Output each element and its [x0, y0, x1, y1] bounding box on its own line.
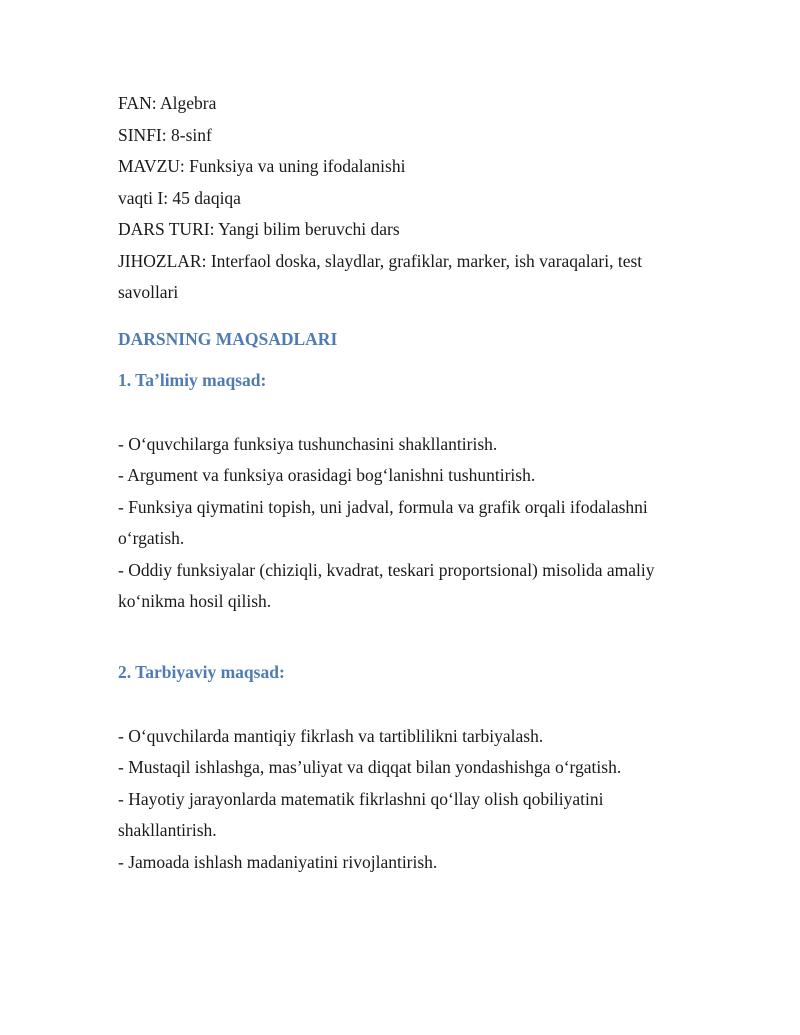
list-item: - Mustaqil ishlashga, mas’uliyat va diqqat bilan yondashishga o‘rgatish.	[118, 757, 622, 777]
upbringing-goal-list	[118, 721, 698, 879]
duration-line: vaqti I: 45 daqiqa	[118, 187, 241, 208]
equipment-line: JIHOZLAR: Interfaol doska, slaydlar, grafiklar, marker, ish varaqalari, test	[118, 250, 643, 271]
educational-goal-list	[118, 429, 698, 618]
list-item: - O‘quvchilarga funksiya tushunchasini shakllantirish.	[118, 433, 498, 454]
lesson-type-line: DARS TURI: Yangi bilim beruvchi dars	[118, 219, 400, 239]
document-page	[118, 88, 698, 878]
equipment-line-continued: savollari	[118, 282, 179, 302]
list-item: - Oddiy funksiyalar (chiziqli, kvadrat, teskari proportsional) misolida amaliy	[118, 559, 655, 580]
educational-goal-heading: 1. Ta’limiy maqsad:	[118, 369, 267, 390]
list-item-continued: ko‘nikma hosil qilish.	[118, 591, 272, 611]
list-item-continued: shakllantirish.	[118, 820, 217, 840]
list-item: - O‘quvchilarda mantiqiy fikrlash va tartiblilikni tarbiyalash.	[118, 725, 544, 746]
list-item-continued: o‘rgatish.	[118, 528, 185, 548]
list-item: - Jamoada ishlash madaniyatini rivojlantirish.	[118, 851, 438, 872]
upbringing-goal-heading: 2. Tarbiyaviy maqsad:	[118, 661, 285, 682]
list-item: - Argument va funksiya orasidagi bog‘lanishni tushuntirish.	[118, 465, 536, 485]
list-item: - Hayotiy jarayonlarda matematik fikrlashni qo‘llay olish qobiliyatini	[118, 788, 604, 809]
subject-line: FAN: Algebra	[118, 93, 217, 113]
goals-heading: DARSNING MAQSADLARI	[118, 328, 338, 349]
list-item: - Funksiya qiymatini topish, uni jadval, formula va grafik orqali ifodalashni	[118, 496, 648, 517]
lesson-meta	[118, 88, 698, 309]
grade-line: SINFI: 8-sinf	[118, 124, 212, 145]
topic-line: MAVZU: Funksiya va uning ifodalanishi	[118, 156, 406, 176]
